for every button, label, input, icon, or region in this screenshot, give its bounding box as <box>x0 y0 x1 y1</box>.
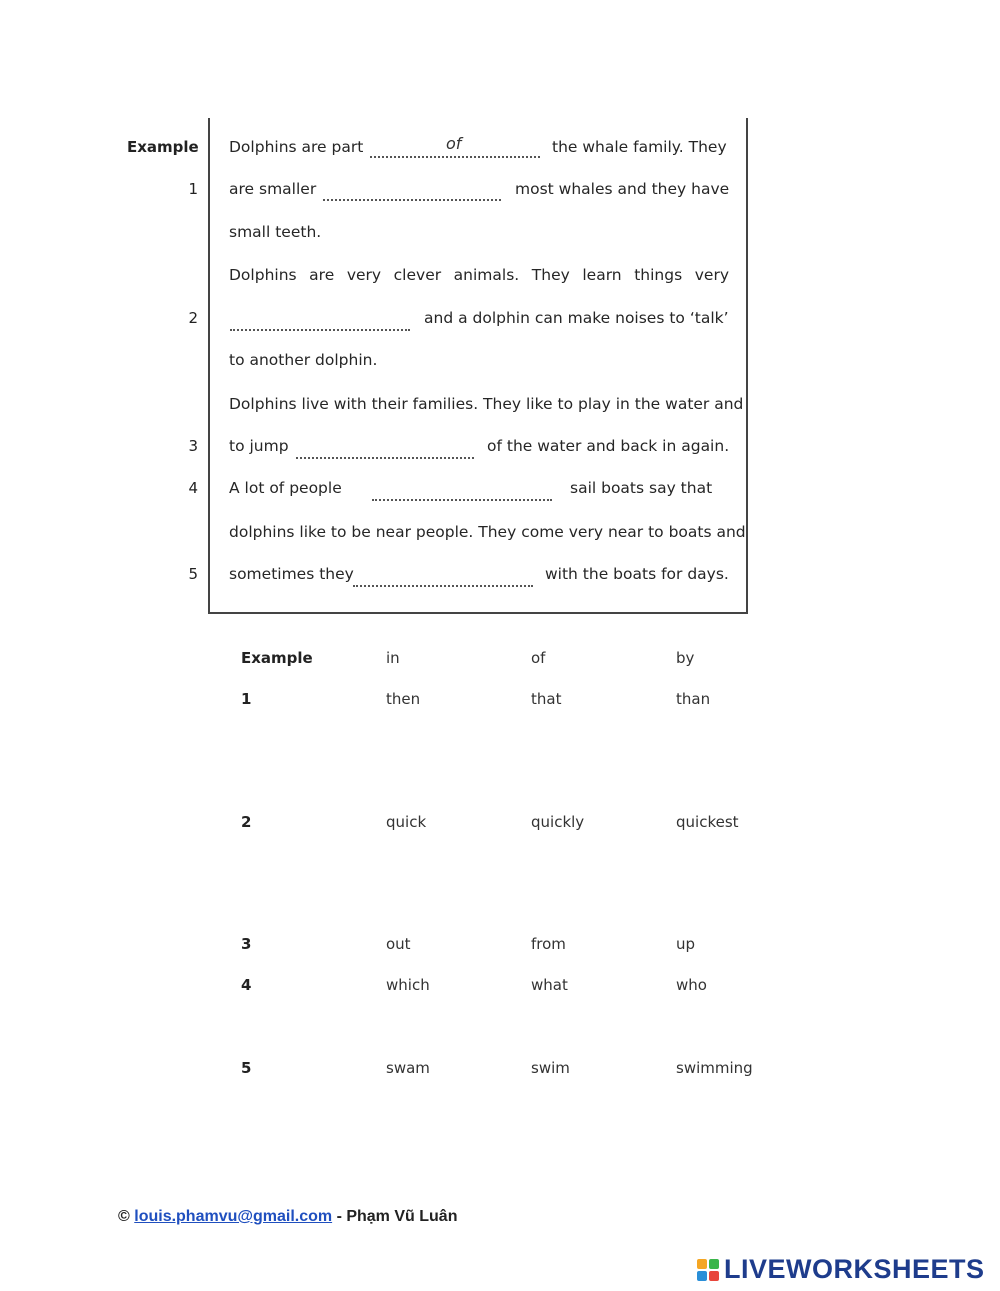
story-line-9: dolphins like to be near people. They come very near to boats and <box>229 523 746 541</box>
story-line-0-pre: Dolphins are part <box>229 138 364 156</box>
story-line-7-post: of the water and back in again. <box>487 437 730 455</box>
option-4-c[interactable]: who <box>676 976 707 994</box>
story-line-8-pre: A lot of people <box>229 479 342 497</box>
options-row-1-label: 1 <box>241 690 252 708</box>
example-blank <box>370 156 540 158</box>
options-row-5-label: 5 <box>241 1059 252 1077</box>
story-line-4-post: and a dolphin can make noises to ‘talk’ <box>424 309 729 327</box>
question-number-1: 1 <box>188 180 198 198</box>
author-email-link[interactable]: louis.phamvu@gmail.com <box>134 1208 333 1225</box>
question-number-3: 3 <box>188 437 198 455</box>
answer-blank-4[interactable] <box>372 499 552 501</box>
option-3-c[interactable]: up <box>676 935 696 953</box>
footer-credit <box>118 1208 457 1226</box>
author-name: - Phạm Vũ Luân <box>336 1208 458 1225</box>
question-number-2: 2 <box>188 309 198 327</box>
answer-blank-3[interactable] <box>296 457 474 459</box>
option-2-a[interactable]: quick <box>386 813 427 831</box>
story-line-10-pre: sometimes they <box>229 565 354 583</box>
option-example-c: by <box>676 649 695 667</box>
question-number-4: 4 <box>188 479 198 497</box>
story-line-6: Dolphins live with their families. They like to play in the water and <box>229 395 744 413</box>
option-5-a[interactable]: swam <box>386 1059 430 1077</box>
example-label: Example <box>127 138 199 156</box>
copyright-symbol: © <box>118 1208 130 1225</box>
story-box-bottom-border <box>208 612 748 614</box>
story-line-1-pre: are smaller <box>229 180 317 198</box>
option-1-c[interactable]: than <box>676 690 711 708</box>
option-example-a: in <box>386 649 400 667</box>
option-1-b[interactable]: that <box>531 690 562 708</box>
option-example-b: of <box>531 649 546 667</box>
options-row-4-label: 4 <box>241 976 252 994</box>
option-5-b[interactable]: swim <box>531 1059 570 1077</box>
story-line-8-post: sail boats say that <box>570 479 713 497</box>
story-box-right-border <box>746 118 748 614</box>
story-line-3: Dolphins are very clever animals. They learn things very <box>229 266 729 284</box>
liveworksheets-logo-icon <box>697 1259 721 1283</box>
option-2-c[interactable]: quickest <box>676 813 739 831</box>
option-4-a[interactable]: which <box>386 976 430 994</box>
example-answer: of <box>446 134 462 153</box>
liveworksheets-brand: LIVEWORKSHEETS <box>724 1254 985 1284</box>
option-1-a[interactable]: then <box>386 690 421 708</box>
options-row-3-label: 3 <box>241 935 252 953</box>
options-row-2-label: 2 <box>241 813 252 831</box>
story-box-left-border <box>208 118 210 614</box>
story-line-2: small teeth. <box>229 223 322 241</box>
answer-blank-5[interactable] <box>353 585 533 587</box>
story-line-7-pre: to jump <box>229 437 289 455</box>
story-line-5: to another dolphin. <box>229 351 378 369</box>
story-line-10-post: with the boats for days. <box>545 565 729 583</box>
story-line-0-post: the whale family. They <box>552 138 727 156</box>
answer-blank-2[interactable] <box>230 329 410 331</box>
answer-blank-1[interactable] <box>323 199 501 201</box>
option-4-b[interactable]: what <box>531 976 568 994</box>
option-3-a[interactable]: out <box>386 935 411 953</box>
option-2-b[interactable]: quickly <box>531 813 585 831</box>
story-line-1-post: most whales and they have <box>515 180 730 198</box>
option-5-c[interactable]: swimming <box>676 1059 753 1077</box>
option-3-b[interactable]: from <box>531 935 566 953</box>
options-row-example-label: Example <box>241 649 313 667</box>
question-number-5: 5 <box>188 565 198 583</box>
